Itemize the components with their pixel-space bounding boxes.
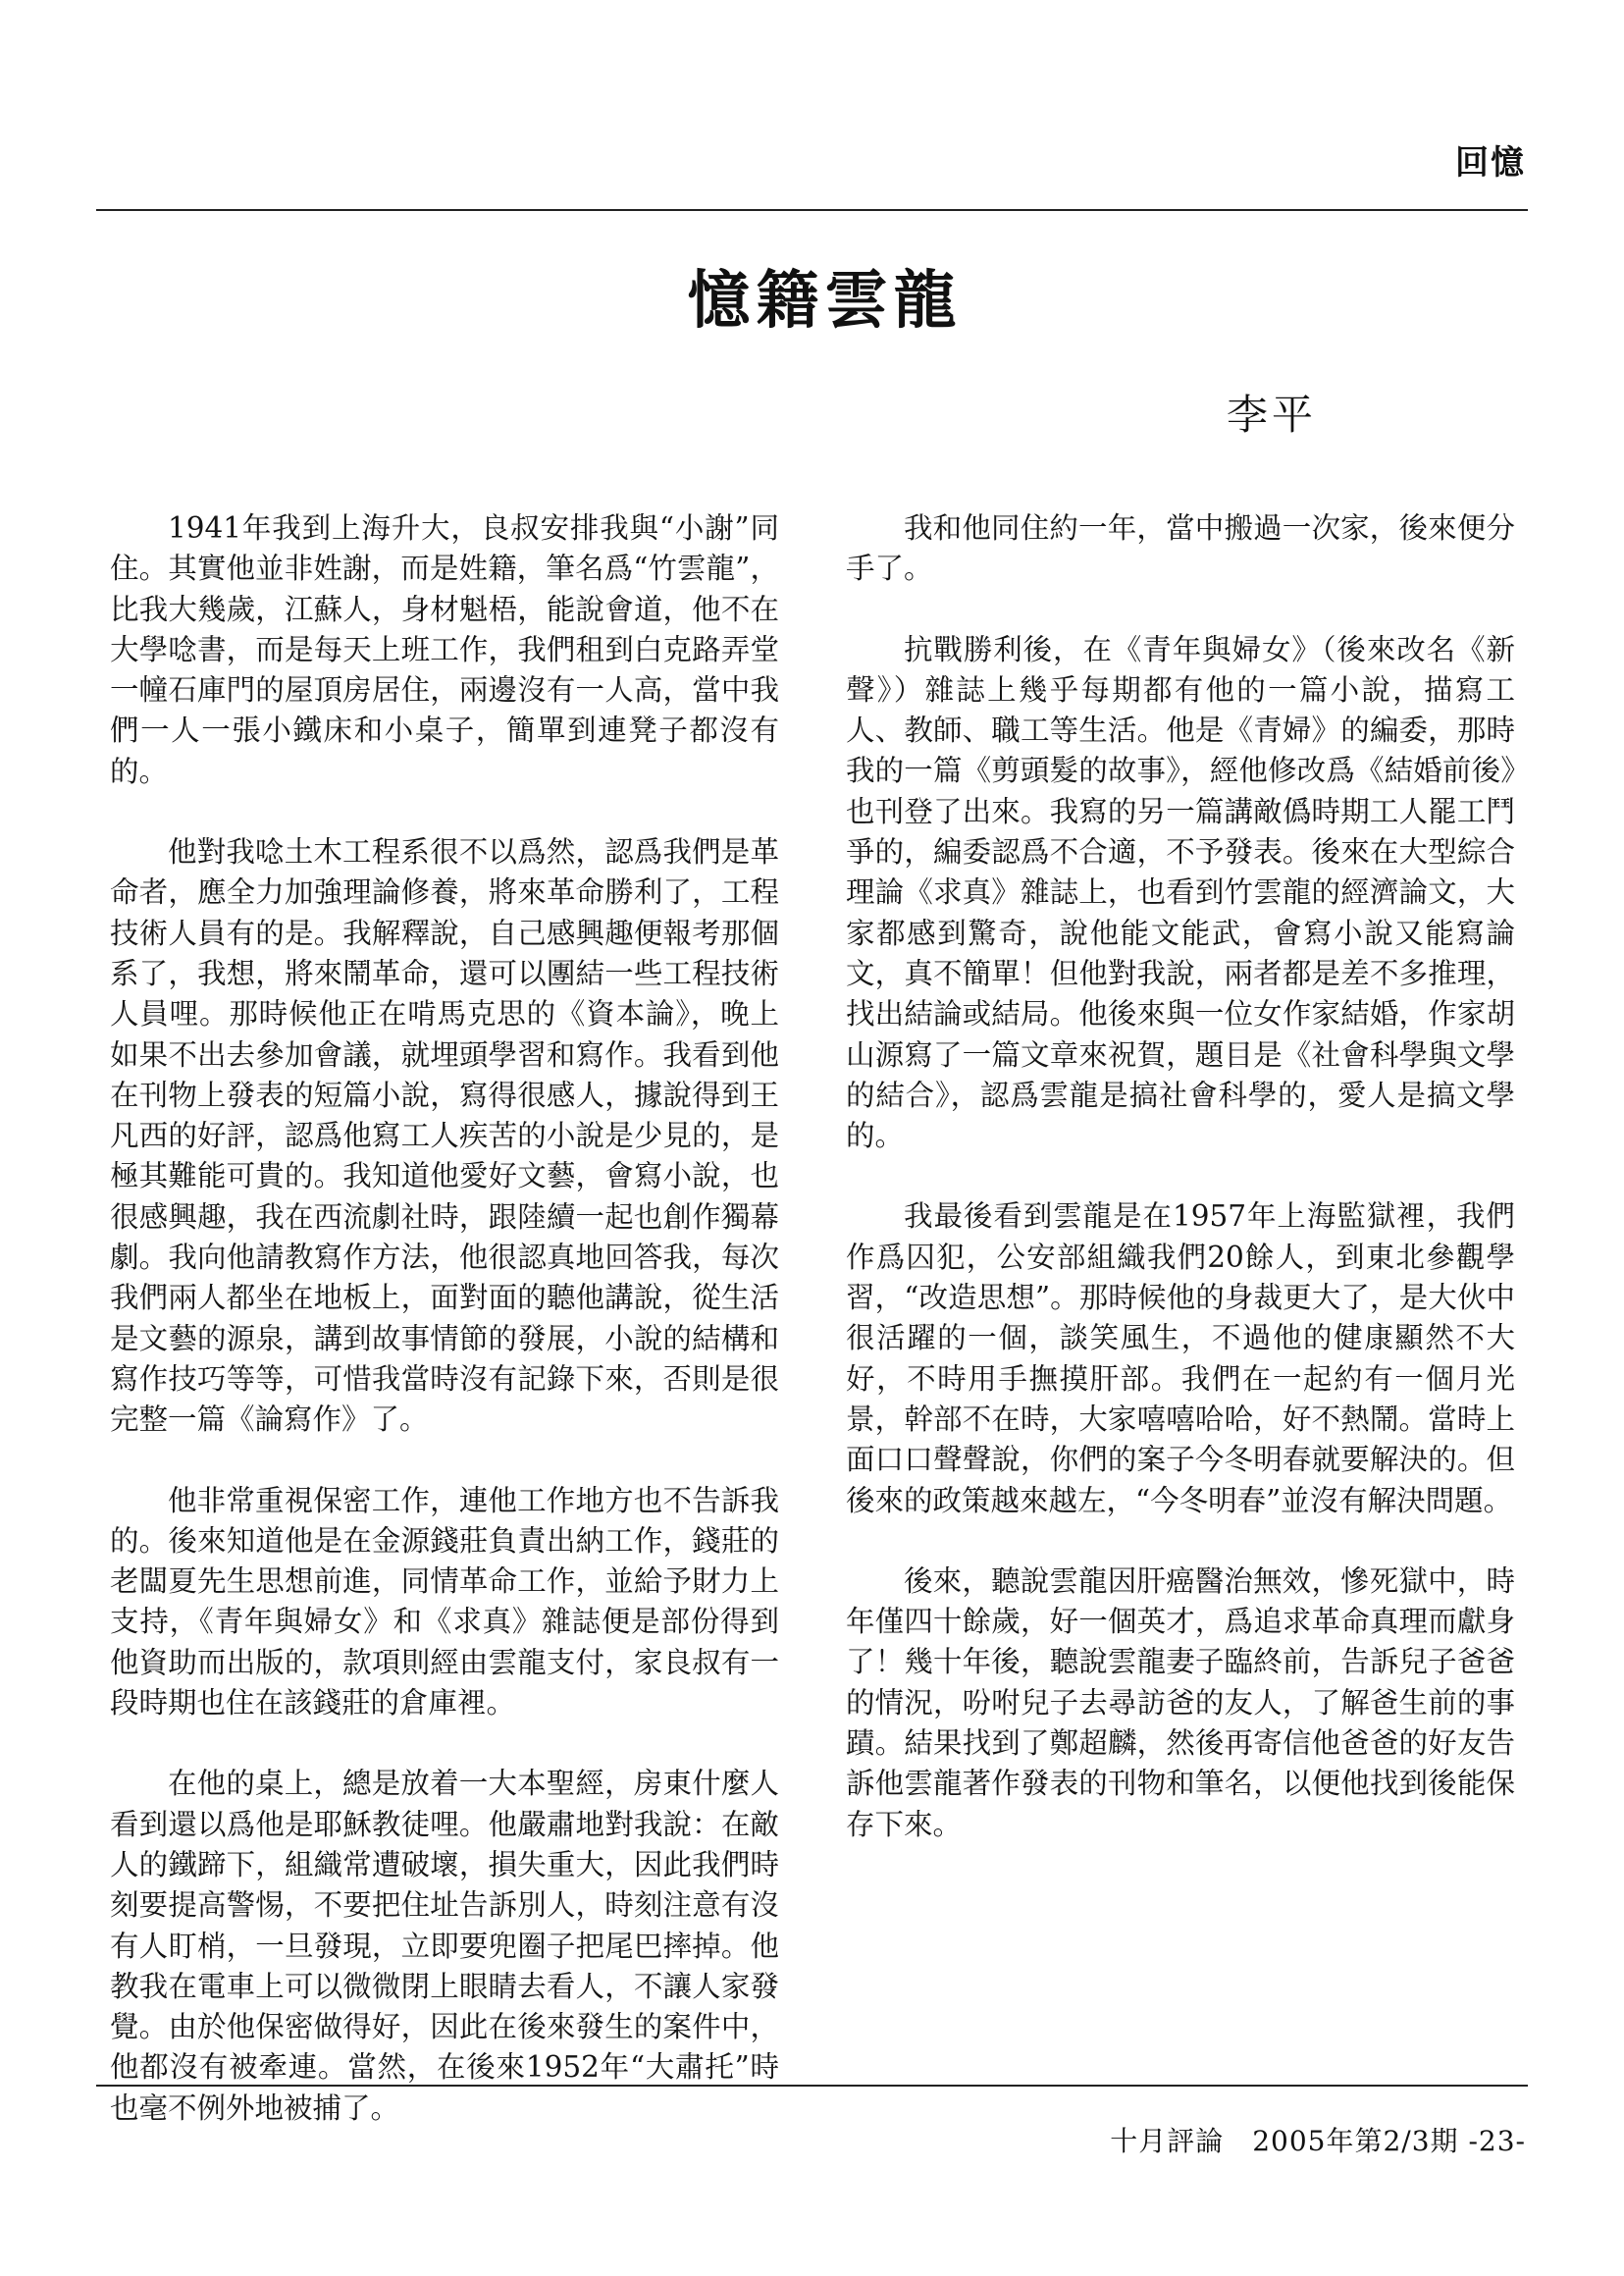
section-label: 回憶 — [1455, 143, 1526, 183]
paragraph: 他對我唸土木工程系很不以爲然，認爲我們是革命者，應全力加強理論修養，將來革命勝利了，工程技術人員有的是。我解釋說，自己感興趣便報考那個系了，我想，將來鬧革命，還可以團結一些工程技術人員哩。那時候他正在啃馬克思的《資本論》，晚上如果不出去參加會議，就埋頭學習和寫作。我看到他在刊物上發表的短篇小說，寫得很感人，據說得到王凡西的好評，認爲他寫工人疾苦的小說是少見的，是極其難能可貴的。我知道他愛好文藝，會寫小說，也很感興趣，我在西流劇社時，跟陸續一起也創作獨幕劇。我向他請教寫作方法，他很認真地回答我，每次我們兩人都坐在地板上，面對面的聽他講說，從生活是文藝的源泉，講到故事情節的發展，小說的結構和寫作技巧等等，可惜我當時沒有記錄下來，否則是很完整一篇《論寫作》了。 — [110, 835, 779, 1437]
paragraph: 1941年我到上海升大，良叔安排我與“小謝”同住。其實他並非姓謝，而是姓籍，筆名爲“竹雲龍”，比我大幾歲，江蘇人，身材魁梧，能說會道，他不在大學唸書，而是每天上班工作，我們租到白克路弄堂一幢石庫門的屋頂房居住，兩邊沒有一人高，當中我們一人一張小鐵床和小桌子，簡單到連凳子都沒有的。 — [110, 511, 779, 788]
paragraph: 我和他同住約一年，當中搬過一次家，後來便分手了。 — [846, 511, 1515, 586]
page-footer: 十月評論 2005年第2/3期 -23- — [1110, 2125, 1526, 2157]
article-title: 憶籍雲龍 — [687, 265, 963, 338]
paragraph: 我最後看到雲龍是在1957年上海監獄裡，我們作爲囚犯，公安部組織我們20餘人，到東北參觀學習，“改造思想”。那時候他的身裁更大了，是大伙中很活躍的一個，談笑風生，不過他的健康顯然不大好，不時用手撫摸肝部。我們在一起約有一個月光景，幹部不在時，大家嘻嘻哈哈，好不熱鬧。當時上面口口聲聲說，你們的案子今冬明春就要解決的。但後來的政策越來越左，“今冬明春”並沒有解決問題。 — [846, 1199, 1515, 1517]
right-column — [846, 508, 1515, 1885]
header-rule — [96, 209, 1528, 211]
article-author: 李平 — [1227, 391, 1318, 439]
footer-rule — [96, 2085, 1528, 2087]
paragraph: 後來，聽說雲龍因肝癌醫治無效，慘死獄中，時年僅四十餘歲，好一個英才，爲追求革命真理而獻身了！幾十年後，聽說雲龍妻子臨終前，告訴兒子爸爸的情況，吩咐兒子去尋訪爸的友人，了解爸生前的事蹟。結果找到了鄭超麟，然後再寄信他爸爸的好友告訴他雲龍著作發表的刊物和筆名，以便他找到後能保存下來。 — [846, 1563, 1515, 1841]
paragraph: 在他的桌上，總是放着一大本聖經，房東什麼人看到還以爲他是耶穌教徒哩。他嚴肅地對我說：在敵人的鐵蹄下，組織常遭破壞，損失重大，因此我們時刻要提高警惕，不要把住址告訴別人，時刻注意有沒有人盯梢，一旦發現，立即要兜圈子把尾巴摔掉。他教我在電車上可以微微閉上眼睛去看人，不讓人家發覺。由於他保密做得好，因此在後來發生的案件中，他都沒有被牽連。當然，在後來1952年“大肅托”時也毫不例外地被捕了。 — [110, 1767, 779, 2125]
paragraph: 他非常重視保密工作，連他工作地方也不告訴我的。後來知道他是在金源錢莊負責出納工作，錢莊的老闆夏先生思想前進，同情革命工作，並給予財力上支持，《青年與婦女》和《求真》雜誌便是部份得到他資助而出版的，款項則經由雲龍支付，家良叔有一段時期也住在該錢莊的倉庫裡。 — [110, 1483, 779, 1720]
paragraph: 抗戰勝利後，在《青年與婦女》（後來改名《新聲》）雜誌上幾乎每期都有他的一篇小說，描寫工人、教師、職工等生活。他是《青婦》的編委，那時我的一篇《剪頭髮的故事》，經他修改爲《結婚前後》也刊登了出來。我寫的另一篇講敵僞時期工人罷工鬥爭的，編委認爲不合適，不予發表。後來在大型綜合理論《求真》雜誌上，也看到竹雲龍的經濟論文，大家都感到驚奇，說他能文能武，會寫小說又能寫論文，真不簡單！但他對我說，兩者都是差不多推理，找出結論或結局。他後來與一位女作家結婚，作家胡山源寫了一篇文章來祝賀，題目是《社會科學與文學的結合》，認爲雲龍是搞社會科學的，愛人是搞文學的。 — [846, 632, 1515, 1153]
left-column — [110, 508, 779, 2169]
